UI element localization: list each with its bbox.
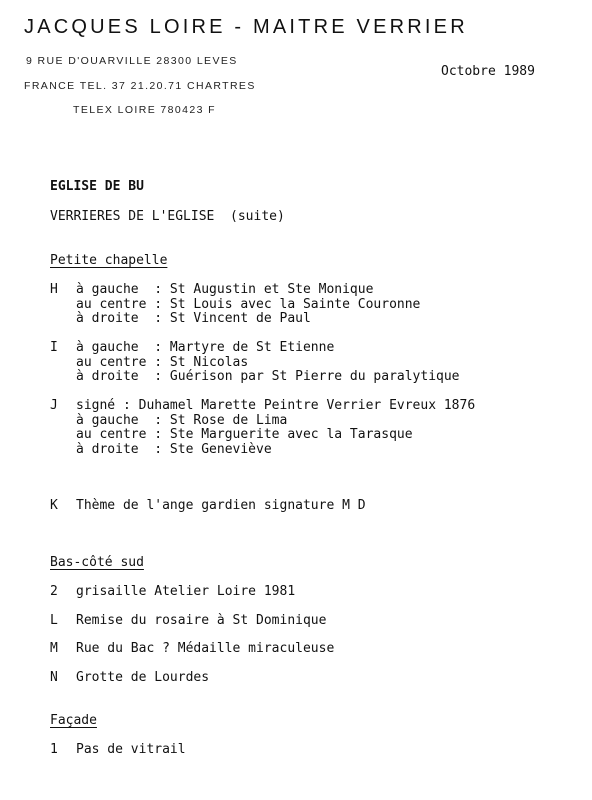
item-marker: I bbox=[50, 340, 58, 355]
letterhead-phone: FRANCE TEL. 37 21.20.71 CHARTRES bbox=[24, 80, 256, 92]
signature-line: signé : Duhamel Marette Peintre Verrier Evreux 1876 bbox=[76, 398, 476, 413]
section-bas-cote-sud: Bas-côté sud bbox=[50, 555, 144, 570]
window-line: au centre : St Louis avec la Sainte Couronne bbox=[76, 296, 421, 312]
document-date: Octobre 1989 bbox=[441, 64, 535, 79]
window-line: au centre : Ste Marguerite avec la Tarasque bbox=[76, 427, 413, 442]
window-line: Rue du Bac ? Médaille miraculeuse bbox=[76, 641, 335, 656]
item-marker: M bbox=[50, 641, 58, 656]
letterhead-title: JACQUES LOIRE - MAITRE VERRIER bbox=[24, 16, 468, 38]
letterhead-address: 9 RUE D'OUARVILLE 28300 LEVES bbox=[26, 55, 238, 67]
windows-heading: VERRIERES DE L'EGLISE (suite) bbox=[50, 209, 285, 224]
window-line: à gauche : St Augustin et Ste Monique bbox=[76, 282, 374, 297]
window-line: à droite : Guérison par St Pierre du paralytique bbox=[76, 369, 460, 384]
item-marker: H bbox=[50, 282, 58, 297]
item-marker: N bbox=[50, 670, 58, 685]
window-line: à droite : Ste Geneviève bbox=[76, 441, 272, 457]
window-line: Thème de l'ange gardien signature M D bbox=[76, 498, 366, 513]
window-line: à droite : St Vincent de Paul bbox=[76, 311, 311, 326]
window-line: Grotte de Lourdes bbox=[76, 670, 210, 685]
window-line: au centre : St Nicolas bbox=[76, 354, 249, 370]
church-heading: EGLISE DE BU bbox=[50, 179, 144, 194]
item-marker: 1 bbox=[50, 742, 58, 757]
item-marker: K bbox=[50, 498, 58, 513]
window-line: à gauche : Martyre de St Etienne bbox=[76, 340, 335, 355]
window-line: Pas de vitrail bbox=[76, 742, 186, 757]
item-marker: L bbox=[50, 613, 58, 628]
item-marker: J bbox=[50, 398, 58, 413]
window-line: grisaille Atelier Loire 1981 bbox=[76, 584, 296, 599]
letterhead-telex: TELEX LOIRE 780423 F bbox=[73, 104, 216, 116]
section-petite-chapelle: Petite chapelle bbox=[50, 253, 168, 268]
item-marker: 2 bbox=[50, 584, 58, 599]
window-line: Remise du rosaire à St Dominique bbox=[76, 613, 327, 628]
section-facade: Façade bbox=[50, 713, 97, 728]
window-line: à gauche : St Rose de Lima bbox=[76, 412, 288, 428]
